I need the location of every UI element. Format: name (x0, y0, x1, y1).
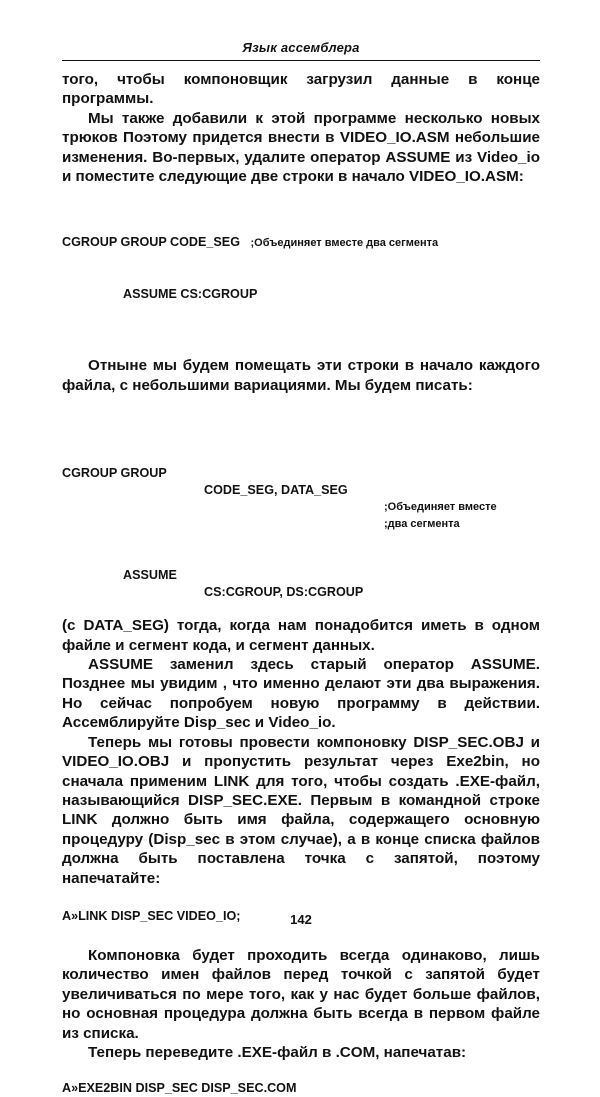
paragraph: ASSUME заменил здесь старый оператор ASSUME. Позднее мы увидим , что именно делают эти два выражения. Но сейчас попробуем новую программу в действии. Ассемблируйте Disp_sec и Video_io. (62, 656, 540, 732)
paragraph: Мы также добавили к этой программе несколько новых трюков Поэтому придется внести в VIDEO_IO.ASM небольшие изменения. Во-первых, удалите оператор ASSUME из Video_io и поместите следующие две строки в начало VIDEO_IO.ASM: (62, 109, 540, 186)
code-line: CODE_SEG, DATA_SEG (204, 483, 348, 498)
header-rule (62, 60, 540, 61)
paragraph: Теперь мы готовы провести компоновку DISP_SEC.OBJ и VIDEO_IO.OBJ и пропустить результат через Exe2bin, но сначала применим LINK для того, чтобы создать .EXE-файл, называющийся DISP_SEC.EXE. Первым в командной строке LINK должно быть имя файла, содержащего основную процедуру (Disp_sec в этом случае), а в конце списка файлов должна быть поставлена точка с запятой, поэтому напечатайте: (62, 733, 540, 887)
code-line: ASSUME CS:CGROUP (123, 287, 258, 302)
code-comment: ;два сегмента (384, 518, 460, 531)
command-line: A»LINK DISP_SEC VIDEO_IO; (62, 908, 241, 923)
code-line: CGROUP GROUP CODE_SEG (62, 235, 240, 250)
code-line: CS:CGROUP, DS:CGROUP (204, 585, 364, 600)
page-number: 142 (290, 912, 312, 927)
code-block-cgroup (62, 200, 540, 337)
code-block-cgroup-data (62, 414, 540, 601)
paragraph: Компоновка будет проходить всегда одинаково, лишь количество имен файлов перед точкой с запятой будет увеличиваться по мере того, как у нас будет больше файлов, но основная процедура должна быть всегда в первом файле из списка. (62, 946, 540, 1042)
code-line: ASSUME (123, 568, 177, 583)
paragraph: Отныне мы будем помещать эти строки в начало каждого файла, с небольшими вариациями. Мы будем писать: (62, 357, 540, 394)
running-header: Язык ассемблера (242, 40, 360, 55)
paragraph: того, чтобы компоновщик загрузил данные в конце программы. (62, 71, 540, 108)
code-comment: ;Объединяет вместе (384, 501, 497, 514)
code-comment: ;Объединяет вместе два сегмента (250, 237, 439, 250)
page-body (62, 70, 540, 1097)
code-line: CGROUP GROUP (62, 466, 167, 481)
paragraph: Теперь переведите .EXE-файл в .COM, напечатав: (88, 1043, 467, 1061)
paragraph: (с DATA_SEG) тогда, когда нам понадобится иметь в одном файле и сегмент кода, и сегмент данных. (62, 617, 540, 654)
command-line: A»EXE2BIN DISP_SEC DISP_SEC.COM (62, 1081, 297, 1096)
